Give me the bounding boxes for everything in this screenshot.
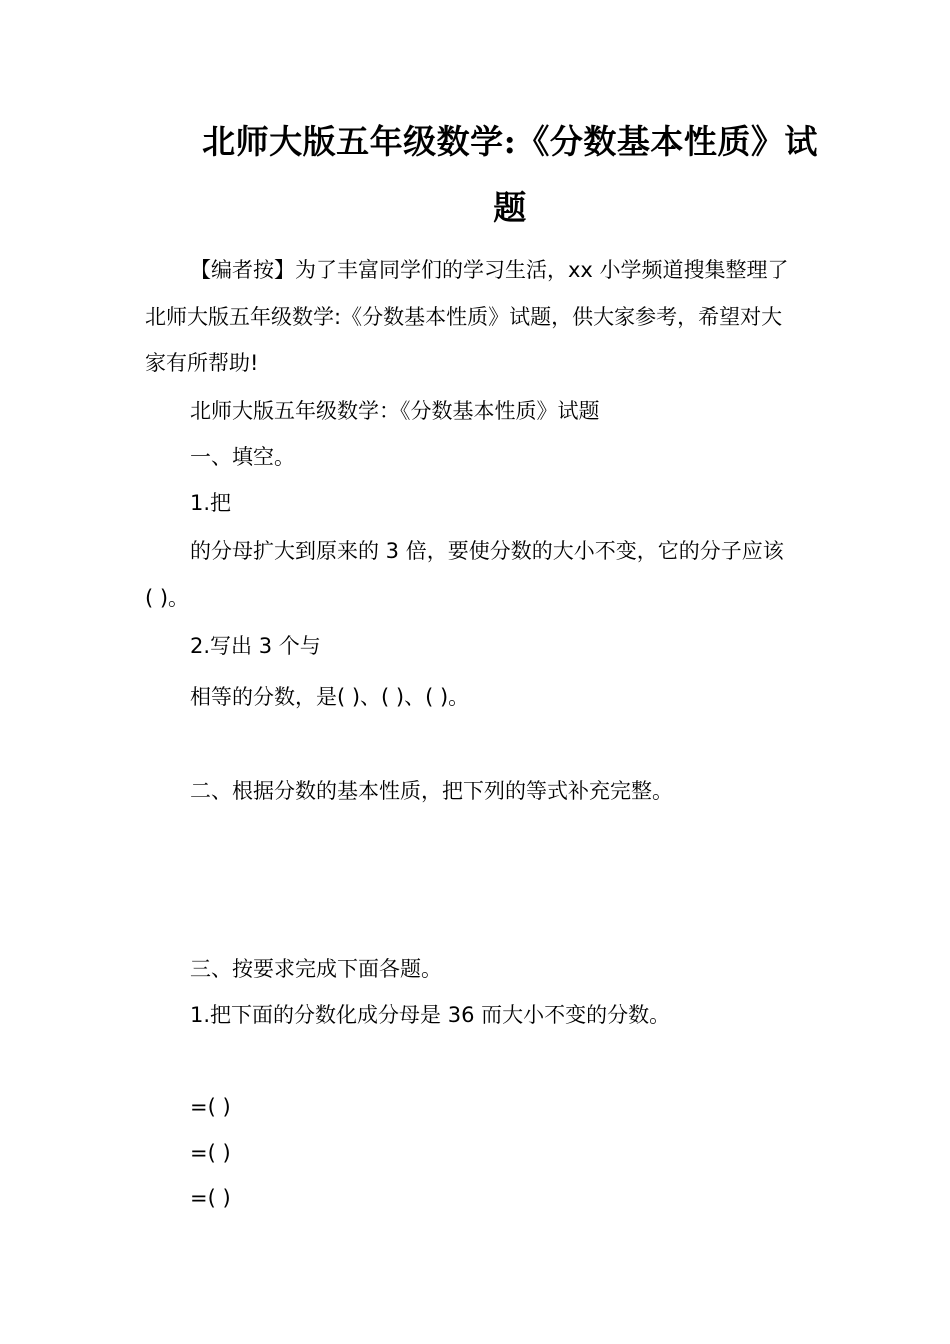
intro-line-2: 北师大版五年级数学:《分数基本性质》试题，供大家参考，希望对大 — [145, 305, 783, 329]
intro-line-1: 【编者按】为了丰富同学们的学习生活，xx 小学频道搜集整理了 — [190, 258, 789, 282]
section-1-question-1-body: 的分母扩大到原来的 3 倍，要使分数的大小不变，它的分子应该 — [190, 539, 784, 563]
document-title-line-2: 题 — [493, 188, 527, 227]
section-3-answer-blank: =( ) — [190, 1186, 231, 1210]
intro-line-3: 家有所帮助! — [145, 351, 259, 375]
section-1-question-2-start: 2.写出 3 个与 — [190, 634, 321, 658]
section-3-question-1: 1.把下面的分数化成分母是 36 而大小不变的分数。 — [190, 1003, 671, 1027]
section-1-question-1-start: 1.把 — [190, 491, 232, 515]
section-2-heading: 二、根据分数的基本性质，把下列的等式补充完整。 — [190, 779, 673, 803]
section-1-question-1-end: ( )。 — [145, 586, 190, 610]
document-title-line-1: 北师大版五年级数学:《分数基本性质》试 — [202, 122, 818, 161]
section-3-heading: 三、按要求完成下面各题。 — [190, 957, 442, 981]
section-1-question-2-body: 相等的分数，是( )、( )、( )。 — [190, 685, 470, 709]
section-3-answer-blank: =( ) — [190, 1095, 231, 1119]
document-subtitle: 北师大版五年级数学：《分数基本性质》试题 — [190, 399, 600, 423]
section-1-heading: 一、填空。 — [190, 445, 295, 469]
section-3-answer-blank: =( ) — [190, 1141, 231, 1165]
